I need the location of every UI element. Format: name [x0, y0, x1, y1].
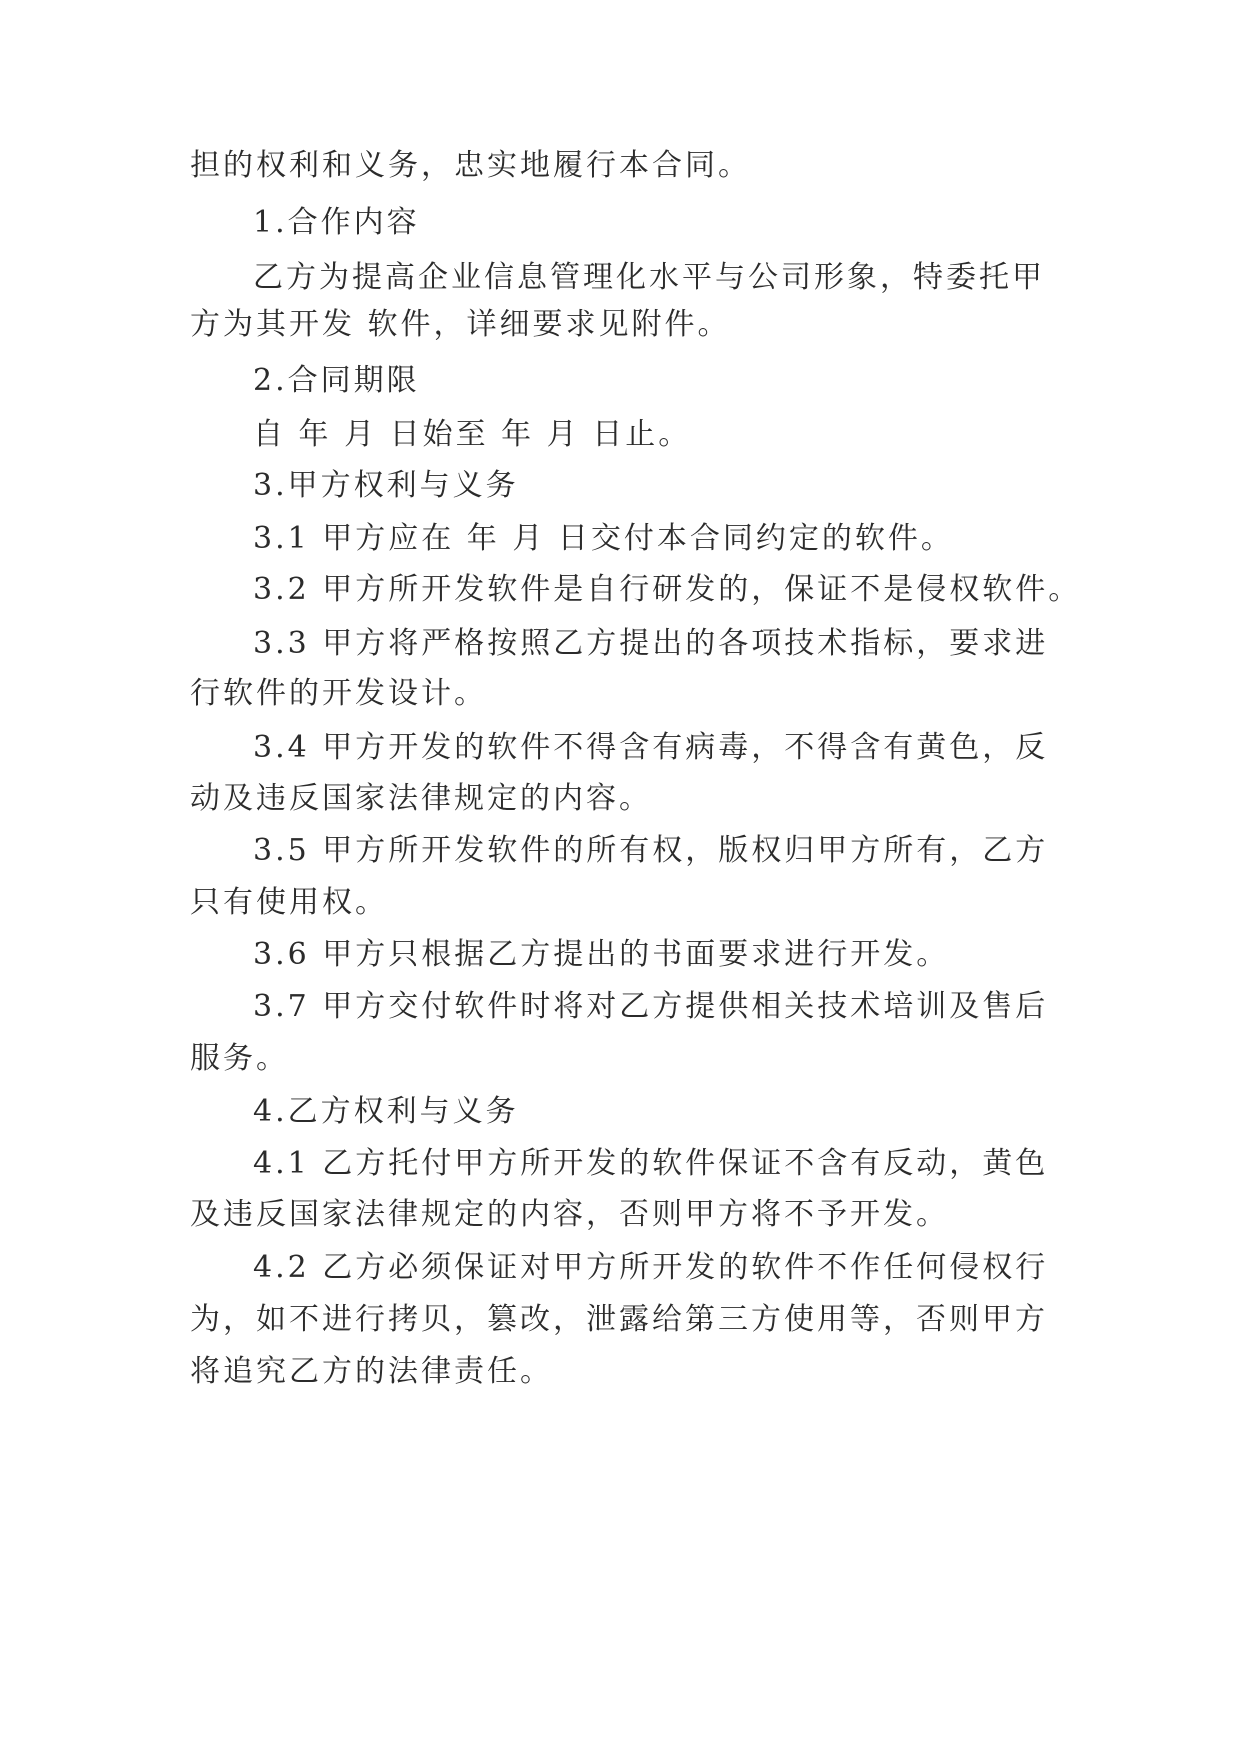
text-line: 为，如不进行拷贝，篡改，泄露给第三方使用等，否则甲方 [190, 1302, 1048, 1337]
text-line: 动及违反国家法律规定的内容。 [190, 781, 652, 816]
text-line: 担的权利和义务，忠实地履行本合同。 [190, 148, 751, 183]
section-heading: 1.合作内容 [253, 205, 420, 240]
text-line: 方为其开发 软件，详细要求见附件。 [190, 307, 731, 342]
text-line: 3.2 甲方所开发软件是自行研发的，保证不是侵权软件。 [253, 572, 1082, 607]
text-line: 3.6 甲方只根据乙方提出的书面要求进行开发。 [253, 937, 950, 972]
text-line: 自 年 月 日始至 年 月 日止。 [253, 417, 692, 452]
text-line: 3.1 甲方应在 年 月 日交付本合同约定的软件。 [253, 521, 954, 556]
text-line: 3.3 甲方将严格按照乙方提出的各项技术指标，要求进 [253, 626, 1049, 661]
text-line: 3.5 甲方所开发软件的所有权，版权归甲方所有，乙方 [253, 833, 1049, 868]
text-line: 及违反国家法律规定的内容，否则甲方将不予开发。 [190, 1197, 949, 1232]
text-line: 服务。 [190, 1041, 289, 1076]
text-line: 3.4 甲方开发的软件不得含有病毒，不得含有黄色，反 [253, 730, 1049, 765]
text-line: 4.1 乙方托付甲方所开发的软件保证不含有反动，黄色 [253, 1146, 1049, 1181]
text-line: 乙方为提高企业信息管理化水平与公司形象，特委托甲 [253, 260, 1045, 295]
section-heading: 4.乙方权利与义务 [253, 1094, 519, 1129]
text-line: 将追究乙方的法律责任。 [190, 1354, 553, 1389]
text-line: 行软件的开发设计。 [190, 676, 487, 711]
text-line: 3.7 甲方交付软件时将对乙方提供相关技术培训及售后 [253, 989, 1049, 1024]
text-line: 只有使用权。 [190, 885, 388, 920]
text-line: 4.2 乙方必须保证对甲方所开发的软件不作任何侵权行 [253, 1250, 1049, 1285]
section-heading: 2.合同期限 [253, 363, 420, 398]
section-heading: 3.甲方权利与义务 [253, 468, 519, 503]
